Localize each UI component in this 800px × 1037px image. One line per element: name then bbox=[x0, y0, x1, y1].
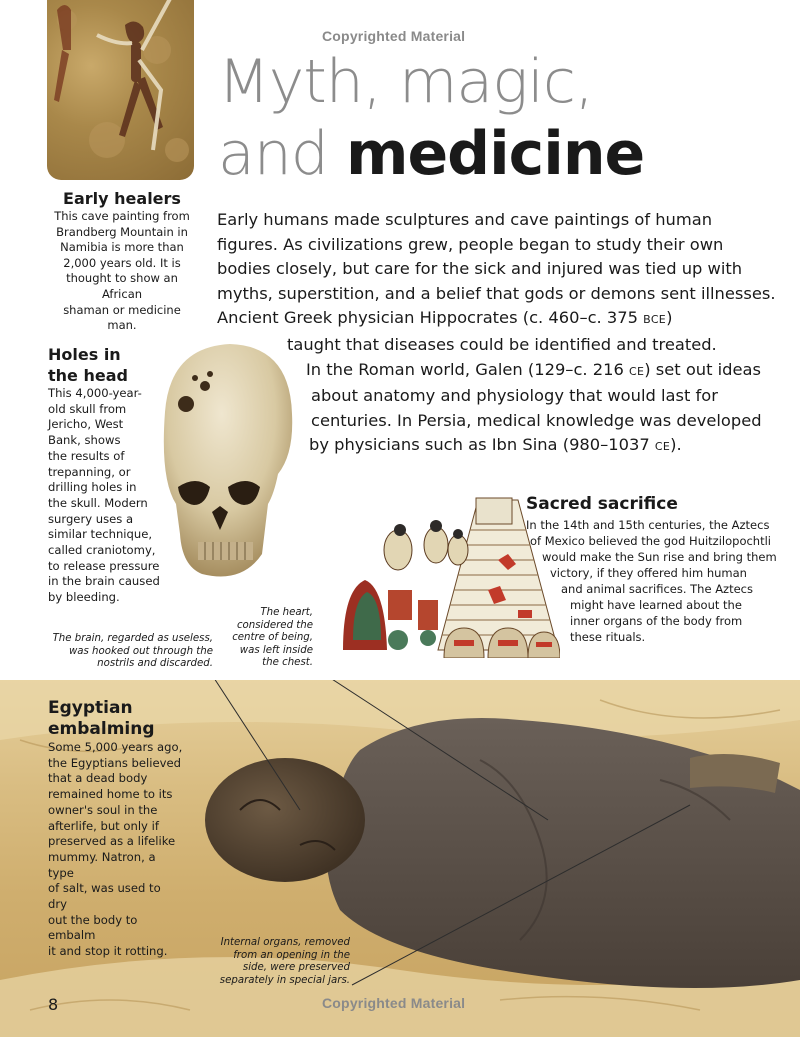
annotation-line: The heart, bbox=[260, 607, 313, 618]
annotation-organs bbox=[205, 937, 350, 987]
caption-line: Brandberg Mountain in bbox=[56, 224, 188, 239]
caption-line: trepanning, or bbox=[48, 464, 131, 479]
intro-line bbox=[217, 358, 776, 385]
caption-line: thought to show an African bbox=[66, 271, 178, 301]
early-healers-heading: Early healers bbox=[63, 189, 181, 208]
sacred-sacrifice-text bbox=[0, 517, 777, 645]
intro-text: In the Roman world, Galen (129–c. 216 bbox=[306, 359, 629, 379]
intro-line: Early humans made sculptures and cave paintings of human bbox=[217, 210, 713, 229]
caption-line: it and stop it rotting. bbox=[48, 944, 168, 959]
annotation-line: the chest. bbox=[262, 657, 313, 669]
caption-line: to release pressure bbox=[48, 558, 160, 573]
title-bold-word: medicine bbox=[345, 119, 645, 189]
intro-line bbox=[217, 306, 776, 333]
intro-text: by physicians such as Ibn Sina (980–1037 bbox=[309, 435, 655, 455]
embalming-caption bbox=[48, 698, 183, 960]
caption-line: This 4,000-year- bbox=[48, 386, 142, 400]
annotation-line: centre of being, bbox=[232, 632, 313, 644]
caption-line: that a dead body bbox=[48, 771, 148, 786]
annotation-line: side, were preserved bbox=[242, 962, 350, 974]
caption-line: would make the Sun rise and bring them bbox=[542, 550, 777, 564]
heading-line: Holes in bbox=[48, 345, 121, 364]
intro-line: about anatomy and physiology that would last for bbox=[311, 386, 718, 406]
title-light-word: and bbox=[218, 119, 346, 189]
intro-line: myths, superstition, and a belief that gods or demons sent illnesses. bbox=[217, 283, 776, 303]
annotation-line: Internal organs, removed bbox=[220, 937, 350, 948]
embalming-heading bbox=[48, 698, 183, 740]
early-healers-caption bbox=[48, 188, 196, 334]
caption-line: In the 14th and 15th centuries, the Aztecs bbox=[526, 518, 770, 532]
intro-line bbox=[217, 433, 776, 460]
caption-line: owner's soul in the bbox=[48, 802, 158, 817]
title-line-1: Myth, magic, bbox=[218, 47, 593, 117]
caption-line: victory, if they offered him human bbox=[550, 566, 747, 580]
intro-paragraph bbox=[217, 208, 776, 460]
intro-line: bodies closely, but care for the sick and injured was tied up with bbox=[217, 259, 743, 279]
heading-line: Egyptian bbox=[48, 698, 133, 718]
intro-line: figures. As civilizations grew, people began to study their own bbox=[217, 234, 724, 254]
caption-line: surgery uses a bbox=[48, 511, 134, 526]
sacred-heading-text: Sacred sacrifice bbox=[526, 494, 678, 514]
caption-line: This cave painting from bbox=[54, 209, 190, 223]
watermark-bottom: Copyrighted Material bbox=[322, 995, 466, 1011]
title-line-2 bbox=[218, 118, 644, 190]
caption-line: and animal sacrifices. The Aztecs bbox=[561, 582, 753, 596]
watermark-top: Copyrighted Material bbox=[322, 28, 466, 44]
annotation-line: nostrils and discarded. bbox=[97, 658, 213, 670]
caption-line: Jericho, West bbox=[48, 417, 124, 432]
intro-text: ) bbox=[666, 308, 673, 328]
sacred-sacrifice-heading bbox=[526, 494, 678, 515]
holes-heading bbox=[48, 344, 160, 386]
era-label: BCE bbox=[643, 313, 667, 327]
caption-line: in the brain caused bbox=[48, 574, 160, 589]
page-title bbox=[218, 46, 644, 190]
caption-line: remained home to its bbox=[48, 787, 173, 802]
caption-line: inner organs of the body from bbox=[570, 614, 743, 628]
caption-line: called craniotomy, bbox=[48, 543, 156, 558]
caption-line: afterlife, but only if bbox=[48, 818, 159, 833]
annotation-line: separately in special jars. bbox=[219, 974, 350, 986]
caption-line: old skull from bbox=[48, 401, 127, 416]
annotation-line: was left inside bbox=[239, 644, 313, 656]
heading-line: embalming bbox=[48, 719, 155, 739]
caption-line: out the body to embalm bbox=[48, 912, 138, 943]
intro-text: ) set out ideas bbox=[644, 359, 761, 379]
annotation-heart bbox=[220, 607, 313, 670]
era-label: CE bbox=[654, 440, 671, 454]
caption-line: preserved as a lifelike bbox=[48, 834, 176, 849]
annotation-brain bbox=[48, 633, 213, 671]
intro-text: Ancient Greek physician Hippocrates (c. 460–c. 375 bbox=[217, 308, 644, 328]
caption-line: drilling holes in bbox=[48, 480, 137, 495]
caption-line: 2,000 years old. It is bbox=[63, 255, 181, 270]
intro-text: ). bbox=[670, 435, 682, 455]
caption-line: the Egyptians believed bbox=[48, 755, 181, 770]
caption-line: Bank, shows bbox=[48, 433, 121, 448]
page-number: 8 bbox=[48, 995, 59, 1014]
annotation-line: from an opening in the bbox=[233, 949, 350, 961]
annotation-line: was hooked out through the bbox=[68, 645, 213, 657]
caption-line: the skull. Modern bbox=[48, 495, 148, 510]
heading-line: the head bbox=[48, 366, 128, 385]
intro-line: centuries. In Persia, medical knowledge was developed bbox=[311, 410, 762, 430]
cave-painting-image bbox=[47, 0, 194, 180]
caption-line: by bleeding. bbox=[48, 590, 120, 605]
caption-line: these rituals. bbox=[570, 630, 646, 644]
caption-line: Namibia is more than bbox=[60, 240, 184, 255]
annotation-line: The brain, regarded as useless, bbox=[52, 633, 213, 644]
caption-line: mummy. Natron, a type bbox=[48, 849, 156, 880]
caption-line: of salt, was used to dry bbox=[48, 881, 161, 912]
caption-line: shaman or medicine man. bbox=[63, 302, 181, 333]
annotation-line: considered the bbox=[236, 619, 313, 631]
caption-line: might have learned about the bbox=[570, 598, 742, 612]
caption-line: Some 5,000 years ago, bbox=[48, 740, 183, 754]
embalming-text bbox=[48, 740, 183, 960]
early-healers-text bbox=[48, 209, 196, 334]
caption-line: of Mexico believed the god Huitzilopochtli bbox=[530, 534, 771, 548]
caption-line: the results of bbox=[48, 448, 125, 463]
intro-line: taught that diseases could be identified and treated. bbox=[287, 334, 717, 354]
era-label: CE bbox=[629, 364, 645, 378]
caption-line: similar technique, bbox=[48, 527, 153, 542]
